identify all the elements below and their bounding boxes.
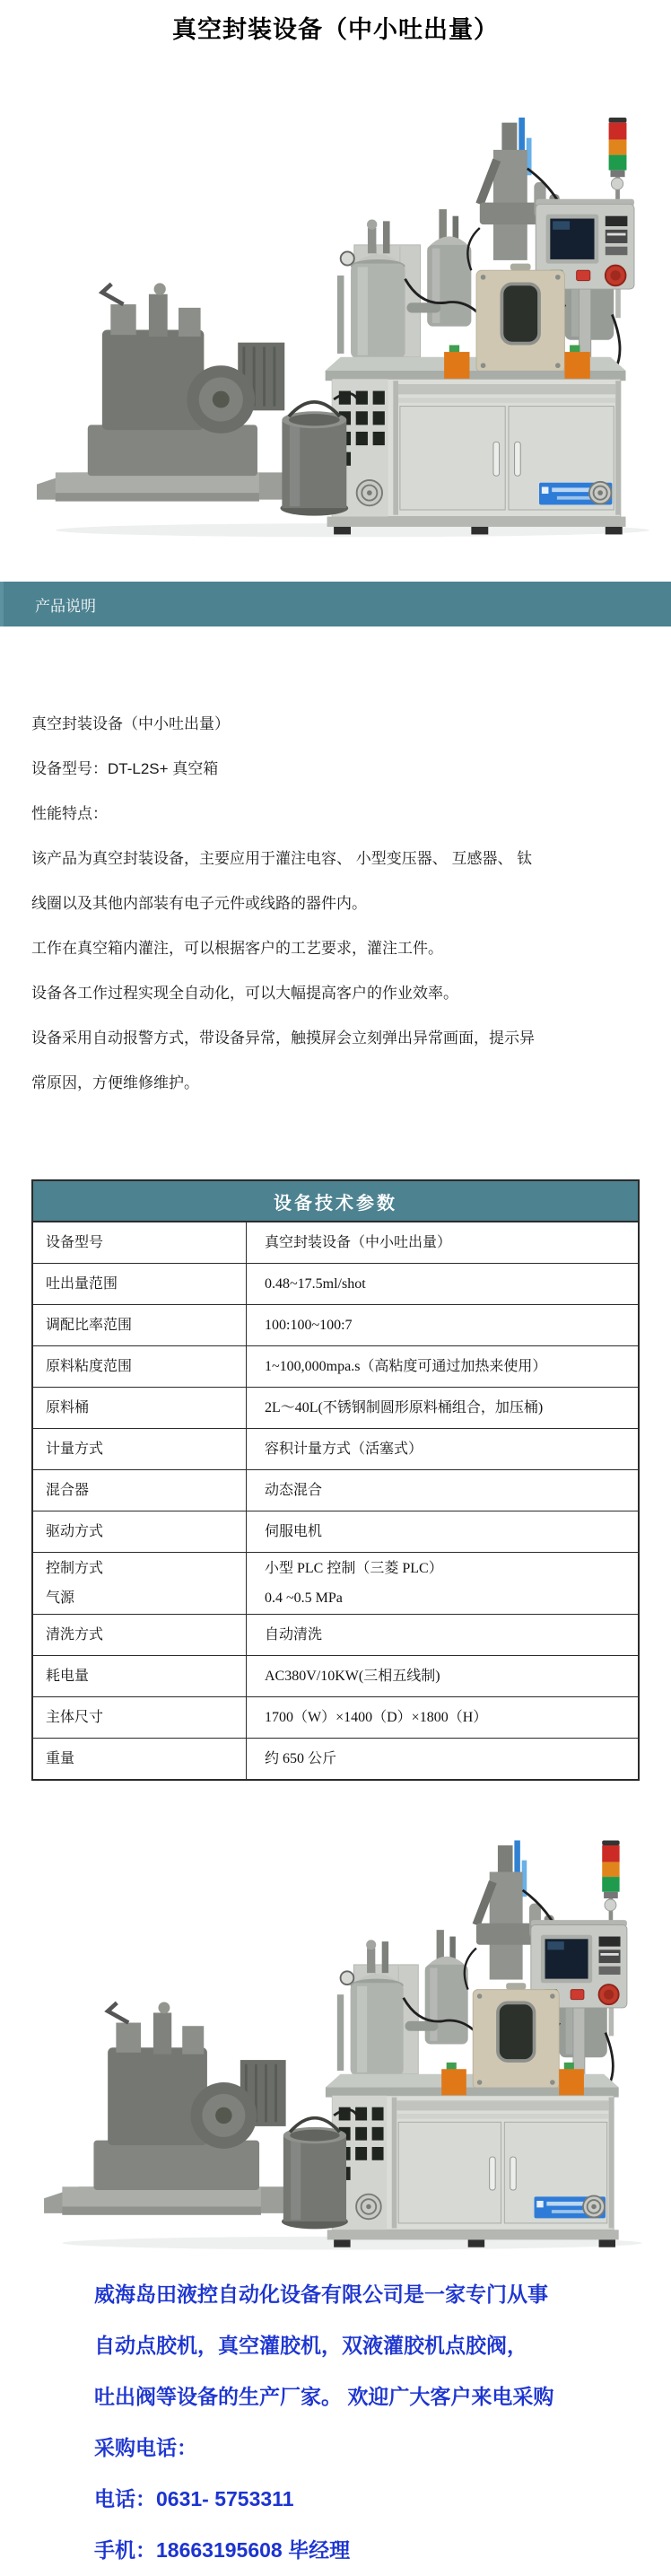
spec-value: 1~100,000mpa.s（高粘度可通过加热来使用） (247, 1346, 640, 1388)
table-row (32, 1553, 639, 1615)
footer-line: 自动点胶机，真空灌胶机，双液灌胶机点胶阀， (94, 2334, 527, 2357)
banner-label: 产品说明 (35, 597, 96, 615)
table-row (32, 1739, 639, 1781)
spec-label: 调配比率范围 (32, 1305, 247, 1346)
spec-label: 吐出量范围 (32, 1264, 247, 1305)
page-title: 真空封装设备（中小吐出量） (172, 16, 499, 43)
spec-table-body (32, 1180, 639, 1780)
description-line: 常原因，方便维修维护。 (31, 1074, 199, 1091)
footer-line: 电话：0631- 5753311 (94, 2487, 294, 2510)
spec-label: 设备型号 (32, 1222, 247, 1264)
spec-value: AC380V/10KW(三相五线制) (247, 1656, 640, 1697)
description-block (0, 702, 671, 1106)
spec-label: 原料桶 (32, 1388, 247, 1429)
table-row (32, 1305, 639, 1346)
table-row (32, 1222, 639, 1264)
description-line: 性能特点： (31, 805, 108, 822)
spec-value: 2L～40L(不锈钢制圆形原料桶组合，加压桶) (247, 1388, 640, 1429)
spec-label: 耗电量 (32, 1656, 247, 1697)
description-line: 线圈以及其他内部装有电子元件或线路的器件内。 (31, 895, 367, 912)
spec-value: 自动清洗 (247, 1615, 640, 1656)
table-row (32, 1429, 639, 1470)
description-line: 该产品为真空封装设备，主要应用于灌注电容、 小型变压器、 互感器、 钛 (31, 850, 533, 867)
table-row (32, 1470, 639, 1511)
description-line: 工作在真空箱内灌注，可以根据客户的工艺要求，灌注工件。 (31, 940, 443, 957)
footer-line: 威海岛田液控自动化设备有限公司是一家专门从事 (94, 2282, 548, 2306)
description-line: 设备各工作过程实现全自动化，可以大幅提高客户的作业效率。 (31, 985, 458, 1002)
spec-value: 1700（W）×1400（D）×1800（H） (247, 1697, 640, 1739)
machine-photo-2 (0, 1824, 671, 2255)
spec-table-title: 设备技术参数 (32, 1180, 639, 1222)
footer-line: 手机：18663195608 毕经理 (94, 2538, 351, 2562)
table-row (32, 1388, 639, 1429)
spec-value: 100:100~100:7 (247, 1305, 640, 1346)
spec-table-header-row (32, 1180, 639, 1222)
footer-line: 吐出阀等设备的生产厂家。 欢迎广大客户来电采购 (94, 2385, 554, 2408)
spec-value: 真空封装设备（中小吐出量） (247, 1222, 640, 1264)
spec-label: 计量方式 (32, 1429, 247, 1470)
spec-label: 混合器 (32, 1470, 247, 1511)
machine-illustration (11, 1824, 660, 2255)
spec-label: 重量 (32, 1739, 247, 1781)
spec-value: 0.48~17.5ml/shot (247, 1264, 640, 1305)
spec-value: 小型 PLC 控制（三菱 PLC） 0.4 ~0.5 MPa (247, 1553, 640, 1615)
product-description-banner (0, 582, 671, 626)
table-row (32, 1656, 639, 1697)
spec-table (31, 1179, 640, 1781)
table-row (32, 1697, 639, 1739)
spec-value: 容积计量方式（活塞式） (247, 1429, 640, 1470)
spec-value: 动态混合 (247, 1470, 640, 1511)
table-row (32, 1511, 639, 1553)
spec-value: 约 650 公斤 (247, 1739, 640, 1781)
machine-illustration (22, 97, 649, 546)
spec-label: 原料粘度范围 (32, 1346, 247, 1388)
spec-label: 清洗方式 (32, 1615, 247, 1656)
description-line: 真空封装设备（中小吐出量） (31, 715, 230, 732)
table-row (32, 1264, 639, 1305)
description-line: 设备采用自动报警方式，带设备异常，触摸屏会立刻弹出异常画面，提示异 (31, 1030, 535, 1047)
machine-photo-1 (0, 97, 671, 546)
footer-block (0, 2269, 671, 2576)
footer-line: 采购电话： (94, 2436, 197, 2459)
spec-label: 控制方式 气源 (32, 1553, 247, 1615)
spec-label: 驱动方式 (32, 1511, 247, 1553)
table-row (32, 1346, 639, 1388)
description-line: 设备型号：DT-L2S+ 真空箱 (31, 760, 219, 777)
spec-label: 主体尺寸 (32, 1697, 247, 1739)
table-row (32, 1615, 639, 1656)
spec-value: 伺服电机 (247, 1511, 640, 1553)
